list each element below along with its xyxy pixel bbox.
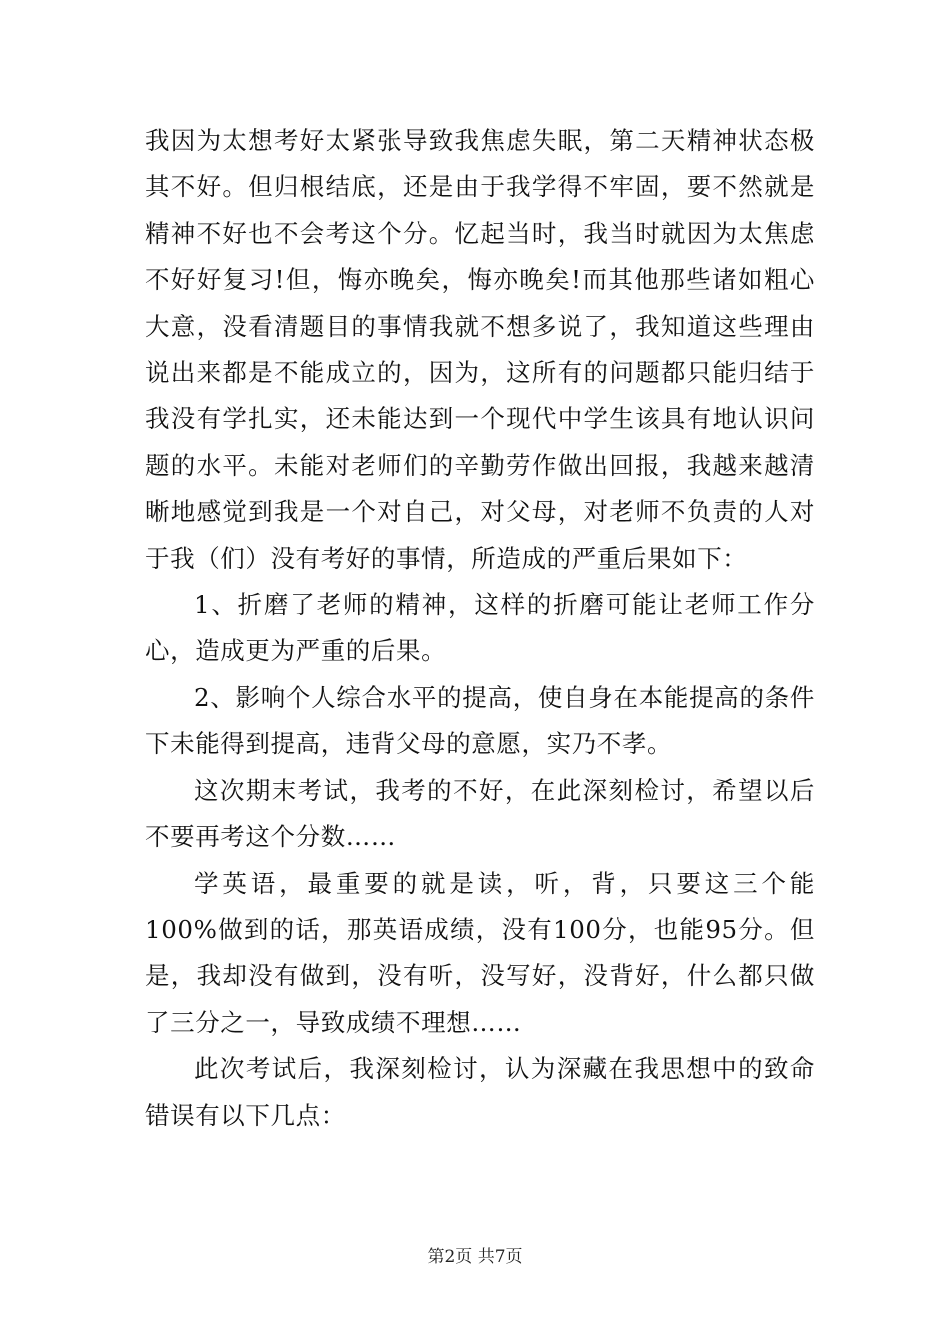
- document-body: [145, 118, 815, 1139]
- paragraph-reflection: 此次考试后，我深刻检讨，认为深藏在我思想中的致命错误有以下几点：: [145, 1054, 815, 1130]
- paragraph-english-study: 学英语，最重要的就是读，听，背，只要这三个能100%做到的话，那英语成绩，没有100分，也能95分。但是，我却没有做到，没有听，没写好，没背好，什么都只做了三分之一，导致成绩不理想……: [145, 868, 815, 1037]
- page-number-footer: 第2页 共7页: [427, 1247, 523, 1267]
- paragraph-continuation: 我因为太想考好太紧张导致我焦虑失眠，第二天精神状态极其不好。但归根结底，还是由于我学得不牢固，要不然就是精神不好也不会考这个分。忆起当时，我当时就因为太焦虑不好好复习!但，悔亦晚矣，悔亦晚矣!而其他那些诸如粗心大意，没看清题目的事情我就不想多说了，我知道这些理由说出来都是不能成立的，因为，这所有的问题都只能归结于我没有学扎实，还未能达到一个现代中学生该具有地认识问题的水平。未能对老师们的辛勤劳作做出回报，我越来越清晰地感觉到我是一个对自己，对父母，对老师不负责的人对于我（们）没有考好的事情，所造成的严重后果如下：: [145, 126, 815, 573]
- paragraph-consequence-1: 1、折磨了老师的精神，这样的折磨可能让老师工作分心，造成更为严重的后果。: [145, 590, 815, 666]
- paragraph-consequence-2: 2、影响个人综合水平的提高，使自身在本能提高的条件下未能得到提高，违背父母的意愿，实乃不孝。: [145, 682, 815, 759]
- paragraph-final-exam: 这次期末考试，我考的不好，在此深刻检讨，希望以后不要再考这个分数……: [145, 775, 815, 852]
